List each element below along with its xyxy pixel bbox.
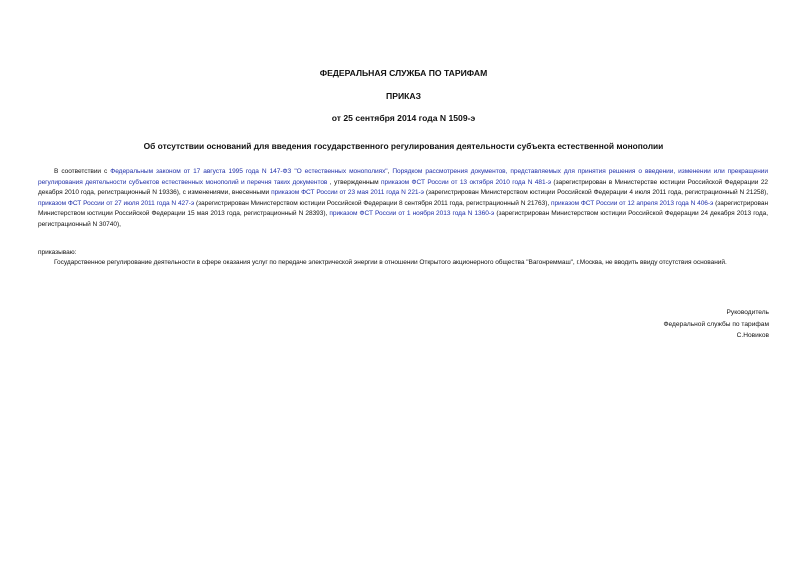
preamble-text: В соответствии с — [54, 168, 111, 175]
link-order-221[interactable]: приказом ФСТ России от 23 мая 2011 года N 221-э — [271, 189, 424, 197]
signature-block — [664, 307, 770, 342]
preamble-text: , — [387, 168, 393, 175]
link-federal-law[interactable]: Федеральным законом от 17 августа 1995 года N 147-ФЗ "О естественных монополиях" — [110, 168, 388, 175]
link-order-427[interactable]: приказом ФСТ России от 27 июля 2011 года N 427-э — [38, 199, 195, 207]
preamble-text: (зарегистрирован Министерством юстиции Российской Федерации 8 сентября 2011 года, регистрационный N 21763), — [194, 199, 551, 207]
link-order-406[interactable]: приказом ФСТ России от 12 апреля 2013 года N 406-э — [550, 199, 714, 207]
signature-role: Руководитель — [726, 309, 769, 316]
order-word: приказываю: — [38, 249, 77, 256]
preamble-text: (зарегистрирован Министерством юстиции Российской Федерации 24 декабря 2013 года, регистрационный N 30740), — [38, 210, 768, 228]
date-number-heading: от 25 сентября 2014 года N 1509-э — [331, 113, 476, 123]
preamble-text: (зарегистрирован Министерством юстиции Российской Федерации 4 июля 2011 года, регистрационный N 21258), — [423, 189, 768, 197]
link-procedure[interactable]: Порядком рассмотрения документов, представляемых для принятия решения о введении, изменении или прекращении регулирования деятельности субъектов естественных монополий и перечня таких документов — [38, 168, 768, 186]
preamble-text: (зарегистрирован в Министерстве юстиции Российской Федерации 22 декабря 2010 года, регистрационный N 19336), с изменениями, внесенными — [38, 178, 768, 197]
preamble-text: (зарегистрирован Министерством юстиции Российской Федерации 15 мая 2013 года, регистрационный N 28393), — [38, 199, 769, 218]
link-order-1360[interactable]: приказом ФСТ России от 1 ноября 2013 года N 1360-э — [329, 210, 495, 218]
preamble-text: , утвержденным — [327, 178, 382, 186]
link-order-481[interactable]: приказом ФСТ России от 13 октября 2010 года N 481-э — [381, 178, 552, 186]
doc-type-heading: ПРИКАЗ — [386, 91, 421, 101]
document-title: Об отсутствии оснований для введения государственного регулирования деятельности субъекта естественной монополии — [143, 141, 664, 151]
agency-heading: ФЕДЕРАЛЬНАЯ СЛУЖБА ПО ТАРИФАМ — [319, 68, 488, 78]
body-paragraph: Государственное регулирование деятельности в сфере оказания услуг по передаче электрической энергии в отношении Открытого акционерного общества "Вагонреммаш", г.Москва, не вводить ввиду отсутствия оснований. — [54, 259, 727, 266]
preamble-paragraph — [38, 167, 768, 231]
signature-name: С.Новиков — [736, 332, 769, 339]
signature-org: Федеральной службы по тарифам — [663, 320, 769, 328]
